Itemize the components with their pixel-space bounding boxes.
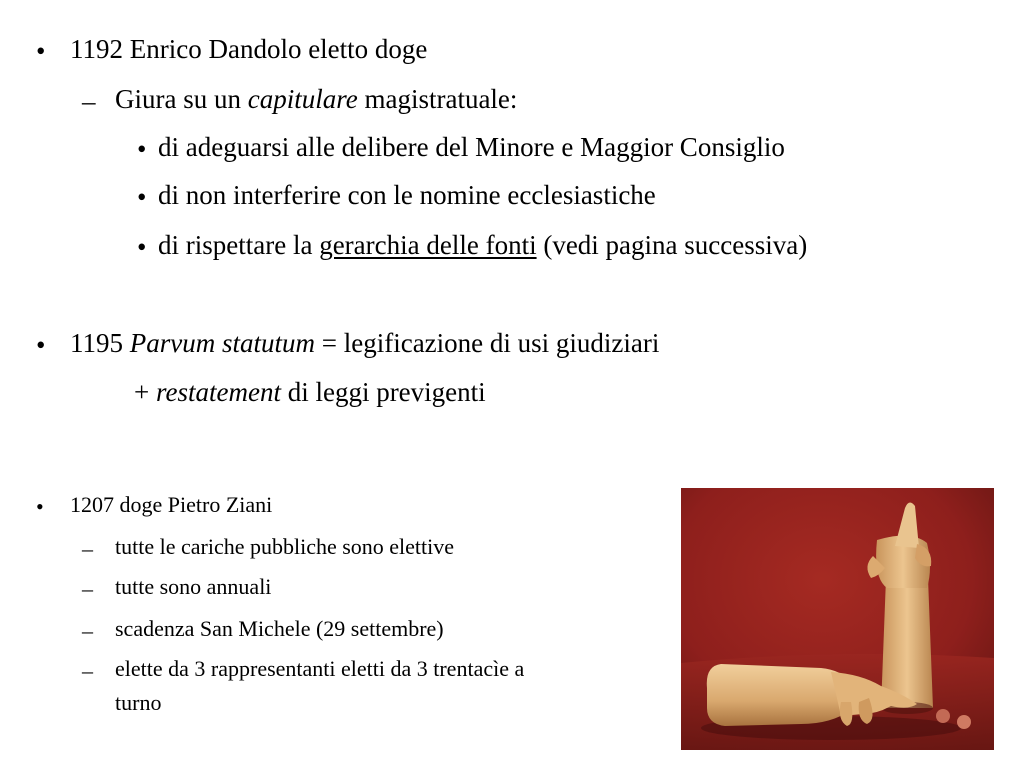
dash-marker: – [82, 536, 93, 561]
restatement-prefix: + [134, 377, 156, 407]
oath-item-3-prefix: di rispettare la [158, 230, 320, 260]
ziani-item-1: tutte le cariche pubbliche sono elettive [115, 534, 455, 559]
dash-marker: – [82, 86, 96, 116]
oath-item-1: di adeguarsi alle delibere del Minore e Maggior Consiglio [158, 132, 785, 162]
dash-marker: – [82, 658, 93, 683]
bullet-marker: • [137, 232, 147, 262]
wooden-hands-photo [681, 488, 994, 750]
dash-marker: – [82, 576, 93, 601]
parvum-suffix: = legificazione di usi giudiziari [315, 328, 660, 358]
restatement-term: restatement [155, 377, 281, 407]
parvum-year: 1195 [70, 328, 130, 358]
ziani-item-4: elette da 3 rappresentanti eletti da 3 trentacìe a [115, 656, 525, 681]
section3-title: 1207 doge Pietro Ziani [70, 492, 273, 517]
oath-item-3 [158, 232, 807, 259]
capitulare-suffix: magistratuale: [357, 84, 518, 114]
capitulare-term: capitulare [247, 84, 358, 114]
parvum-statutum-line [70, 330, 659, 357]
restatement-line [134, 379, 486, 406]
bullet-marker: • [137, 134, 147, 164]
oath-item-3-suffix: (vedi pagina successiva) [536, 230, 808, 260]
ziani-item-4-continued: turno [115, 690, 162, 715]
ziani-item-3: scadenza San Michele (29 settembre) [115, 616, 444, 641]
ziani-item-2: tutte sono annuali [115, 574, 272, 599]
bullet-marker: • [36, 494, 44, 519]
oath-item-2: di non interferire con le nomine ecclesiastiche [158, 180, 656, 210]
bullet-marker: • [36, 36, 46, 66]
capitulare-prefix: Giura su un [115, 84, 248, 114]
restatement-suffix: di leggi previgenti [280, 377, 486, 407]
bullet-marker: • [36, 330, 46, 360]
capitulare-line [115, 86, 517, 113]
dash-marker: – [82, 618, 93, 643]
gerarchia-link[interactable]: gerarchia delle fonti [319, 230, 537, 260]
section1-title: 1192 Enrico Dandolo eletto doge [70, 34, 428, 64]
parvum-term: Parvum statutum [129, 328, 315, 358]
bullet-marker: • [137, 182, 147, 212]
